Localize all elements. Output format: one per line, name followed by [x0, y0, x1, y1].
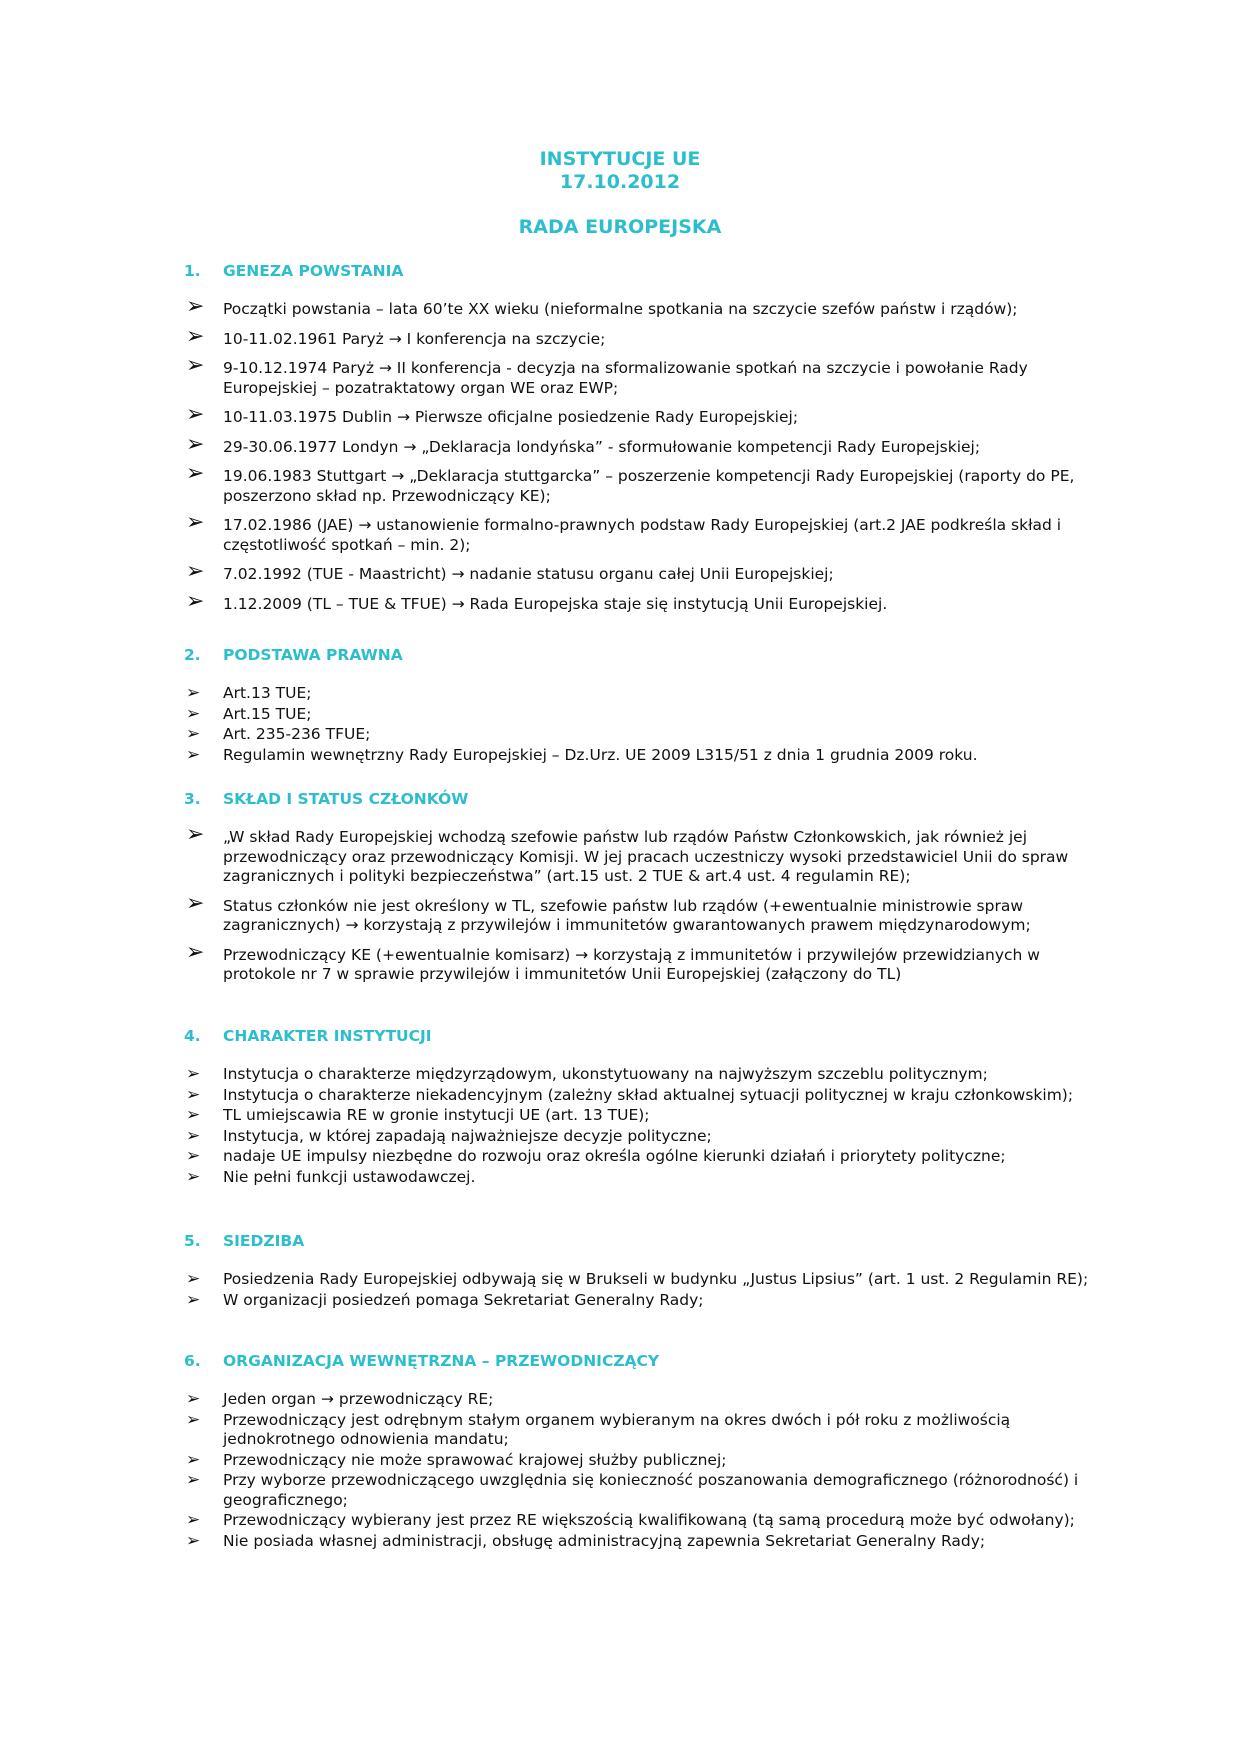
list-item-text: Nie pełni funkcji ustawodawczej. — [223, 1167, 476, 1186]
list-item — [0, 1270, 1240, 1290]
list-item-text: Posiedzenia Rady Europejskiej odbywają się w Brukseli w budynku „Justus Lipsius” (art. 1 ust. 2 Regulamin RE); — [223, 1270, 1089, 1288]
bullet-list — [0, 1390, 1240, 1551]
list-item — [0, 1147, 1240, 1167]
list-item-text: W organizacji posiedzeń pomaga Sekretariat Generalny Rady; — [223, 1290, 704, 1309]
arrow-bullet-icon: ➢ — [186, 1289, 201, 1310]
arrow-bullet-icon: ➢ — [186, 703, 201, 724]
arrow-bullet-icon: ➢ — [186, 1470, 201, 1490]
list-item — [0, 1532, 1240, 1552]
section-title: SIEDZIBA — [223, 1232, 305, 1250]
bullet-list — [0, 822, 1240, 985]
list-item-text: Instytucja o charakterze niekadencyjnym (zależny skład aktualnej sytuacji politycznej w kraju członkowskim); — [223, 1085, 1074, 1104]
arrow-bullet-icon: ➢ — [186, 294, 205, 319]
list-item — [0, 1451, 1240, 1471]
arrow-bullet-icon: ➢ — [186, 1105, 201, 1125]
list-item — [0, 1411, 1240, 1450]
arrow-bullet-icon: ➢ — [186, 353, 205, 378]
bullet-list — [0, 1270, 1240, 1310]
arrow-bullet-icon: ➢ — [186, 1409, 201, 1430]
section-number: 5. — [184, 1232, 201, 1250]
list-item-text: Status członków nie jest określony w TL, szefowie państw lub rządów (+ewentualnie ministrowie spraw zagranicznych) → korzystają z przywilejów i immunitetów gwarantowanych prawem międzynarodowym; — [223, 896, 1031, 934]
section-2 — [0, 644, 1240, 766]
list-item — [0, 294, 1240, 320]
section-heading — [0, 1350, 1240, 1372]
document-title: INSTYTUCJE UE — [539, 148, 701, 170]
list-item — [0, 1390, 1240, 1410]
list-item — [0, 939, 1240, 985]
list-item — [0, 588, 1240, 615]
list-item-text: Początki powstania – lata 60’te XX wieku (nieformalne spotkania na szczycie szefów państw i rządów); — [223, 300, 1018, 318]
list-item-text: Art. 235-236 TFUE; — [223, 725, 371, 743]
section-heading — [0, 644, 1240, 666]
list-item — [0, 684, 1240, 704]
list-item — [0, 1127, 1240, 1147]
list-item-text: Przewodniczący nie może sprawować krajowej służby publicznej; — [223, 1450, 727, 1469]
section-title: CHARAKTER INSTYTUCJI — [223, 1027, 432, 1045]
list-item-text: Jeden organ → przewodniczący RE; — [223, 1390, 494, 1408]
arrow-bullet-icon: ➢ — [186, 323, 205, 349]
arrow-bullet-icon: ➢ — [186, 402, 205, 427]
arrow-bullet-icon: ➢ — [186, 744, 201, 765]
section-1 — [0, 260, 1240, 624]
section-title: SKŁAD I STATUS CZŁONKÓW — [223, 790, 469, 808]
arrow-bullet-icon: ➢ — [186, 1269, 201, 1289]
list-item-text: Art.13 TUE; — [223, 684, 312, 702]
list-item — [0, 1086, 1240, 1106]
section-heading — [0, 260, 1240, 282]
list-item-text: Przewodniczący jest odrębnym stałym organem wybieranym na okres dwóch i pół roku z możliwością jednokrotnego odnowienia mandatu; — [223, 1410, 1011, 1448]
section-number: 6. — [184, 1352, 201, 1370]
document-date: 17.10.2012 — [559, 171, 681, 193]
arrow-bullet-icon: ➢ — [186, 559, 205, 584]
list-item-text: 1.12.2009 (TL – TUE & TFUE) → Rada Europejska staje się instytucją Unii Europejskiej. — [223, 594, 888, 613]
arrow-bullet-icon: ➢ — [186, 683, 201, 703]
list-item — [0, 353, 1240, 398]
list-item — [0, 822, 1240, 887]
section-6 — [0, 1350, 1240, 1552]
arrow-bullet-icon: ➢ — [186, 1146, 201, 1166]
section-heading — [0, 1025, 1240, 1047]
arrow-bullet-icon: ➢ — [186, 588, 205, 614]
arrow-bullet-icon: ➢ — [186, 1084, 201, 1105]
list-item-text: Przy wyborze przewodniczącego uwzględnia się konieczność poszanowania demograficznego (różnorodność) i geograficznego; — [223, 1471, 1079, 1509]
list-item-text: 9-10.12.1974 Paryż → II konferencja - decyzja na sformalizowanie spotkań na szczycie i powołanie Rady Europejskiej – pozatraktatowy organ WE oraz EWP; — [223, 359, 1028, 397]
list-item — [0, 890, 1240, 936]
list-item — [0, 323, 1240, 350]
list-item — [0, 1065, 1240, 1085]
document-subtitle: RADA EUROPEJSKA — [518, 216, 722, 238]
list-item-text: Art.15 TUE; — [223, 704, 312, 723]
list-item — [0, 1471, 1240, 1510]
list-item — [0, 510, 1240, 555]
section-number: 2. — [184, 646, 201, 664]
list-item — [0, 725, 1240, 745]
list-item — [0, 746, 1240, 766]
list-item — [0, 461, 1240, 506]
arrow-bullet-icon: ➢ — [186, 1510, 201, 1530]
list-item — [0, 1168, 1240, 1188]
list-item — [0, 1291, 1240, 1311]
arrow-bullet-icon: ➢ — [186, 1064, 201, 1084]
section-number: 3. — [184, 790, 201, 808]
arrow-bullet-icon: ➢ — [186, 724, 201, 744]
arrow-bullet-icon: ➢ — [186, 1389, 201, 1409]
list-item-text: Nie posiada własnej administracji, obsługę administracyjną zapewnia Sekretariat Generalny Rady; — [223, 1531, 986, 1550]
list-item-text: 29-30.06.1977 Londyn → „Deklaracja londyńska” - sformułowanie kompetencji Rady Europejskiej; — [223, 437, 981, 456]
list-item-text: Przewodniczący wybierany jest przez RE większością kwalifikowaną (tą samą procedurą może być odwołany); — [223, 1511, 1075, 1529]
list-item — [0, 705, 1240, 725]
section-title: PODSTAWA PRAWNA — [223, 646, 403, 664]
bullet-list — [0, 294, 1240, 614]
arrow-bullet-icon: ➢ — [186, 939, 205, 965]
arrow-bullet-icon: ➢ — [186, 890, 205, 916]
arrow-bullet-icon: ➢ — [186, 510, 205, 535]
section-title: GENEZA POWSTANIA — [223, 262, 404, 280]
list-item-text: 7.02.1992 (TUE - Maastricht) → nadanie statusu organu całej Unii Europejskiej; — [223, 565, 834, 583]
arrow-bullet-icon: ➢ — [186, 1166, 201, 1187]
list-item-text: 19.06.1983 Stuttgart → „Deklaracja stuttgarcka” – poszerzenie kompetencji Rady Europejskiej (raporty do PE, poszerzono skład np. Przewodniczący KE); — [223, 467, 1075, 505]
list-item — [0, 1511, 1240, 1531]
bullet-list — [0, 684, 1240, 765]
section-title: ORGANIZACJA WEWNĘTRZNA – PRZEWODNICZĄCY — [223, 1352, 660, 1370]
arrow-bullet-icon: ➢ — [186, 1530, 201, 1551]
arrow-bullet-icon: ➢ — [186, 822, 205, 847]
arrow-bullet-icon: ➢ — [186, 1449, 201, 1470]
list-item-text: Regulamin wewnętrzny Rady Europejskiej – Dz.Urz. UE 2009 L315/51 z dnia 1 grudnia 2009 roku. — [223, 745, 978, 764]
list-item-text: Przewodniczący KE (+ewentualnie komisarz) → korzystają z immunitetów i przywilejów przewidzianych w protokole nr 7 w sprawie przywilejów i immunitetów Unii Europejskiej (załączony do TL) — [223, 945, 1040, 983]
section-3 — [0, 788, 1240, 995]
arrow-bullet-icon: ➢ — [186, 461, 205, 486]
section-5 — [0, 1230, 1240, 1311]
list-item — [0, 402, 1240, 428]
list-item-text: TL umiejscawia RE w gronie instytucji UE (art. 13 TUE); — [223, 1106, 650, 1124]
section-4 — [0, 1025, 1240, 1188]
section-heading — [0, 788, 1240, 810]
list-item — [0, 559, 1240, 585]
section-number: 4. — [184, 1027, 201, 1045]
list-item-text: Instytucja, w której zapadają najważniejsze decyzje polityczne; — [223, 1126, 712, 1145]
list-item-text: „W skład Rady Europejskiej wchodzą szefowie państw lub rządów Państw Członkowskich, jak również jej przewodniczący oraz przewodniczący Komisji. W jej pracach uczestniczy wysoki przedstawiciel Unii do spraw zagranicznych i polityki bezpieczeństwa” (art.15 ust. 2 TUE & art.4 ust. 4 regulamin RE); — [223, 828, 1069, 885]
list-item-text: nadaje UE impulsy niezbędne do rozwoju oraz określa ogólne kierunki działań i priorytety polityczne; — [223, 1147, 1006, 1165]
section-number: 1. — [184, 262, 201, 280]
list-item-text: 10-11.03.1975 Dublin → Pierwsze oficjalne posiedzenie Rady Europejskiej; — [223, 408, 799, 426]
list-item — [0, 431, 1240, 458]
arrow-bullet-icon: ➢ — [186, 431, 205, 457]
bullet-list — [0, 1065, 1240, 1187]
list-item-text: Instytucja o charakterze międzyrządowym, ukonstytuowany na najwyższym szczeblu politycznym; — [223, 1065, 988, 1083]
section-heading — [0, 1230, 1240, 1252]
list-item-text: 17.02.1986 (JAE) → ustanowienie formalno-prawnych podstaw Rady Europejskiej (art.2 JAE podkreśla skład i częstotliwość spotkań – min. 2); — [223, 516, 1062, 554]
arrow-bullet-icon: ➢ — [186, 1125, 201, 1146]
list-item — [0, 1106, 1240, 1126]
list-item-text: 10-11.02.1961 Paryż → I konferencja na szczycie; — [223, 329, 606, 348]
title-block — [0, 148, 1240, 239]
